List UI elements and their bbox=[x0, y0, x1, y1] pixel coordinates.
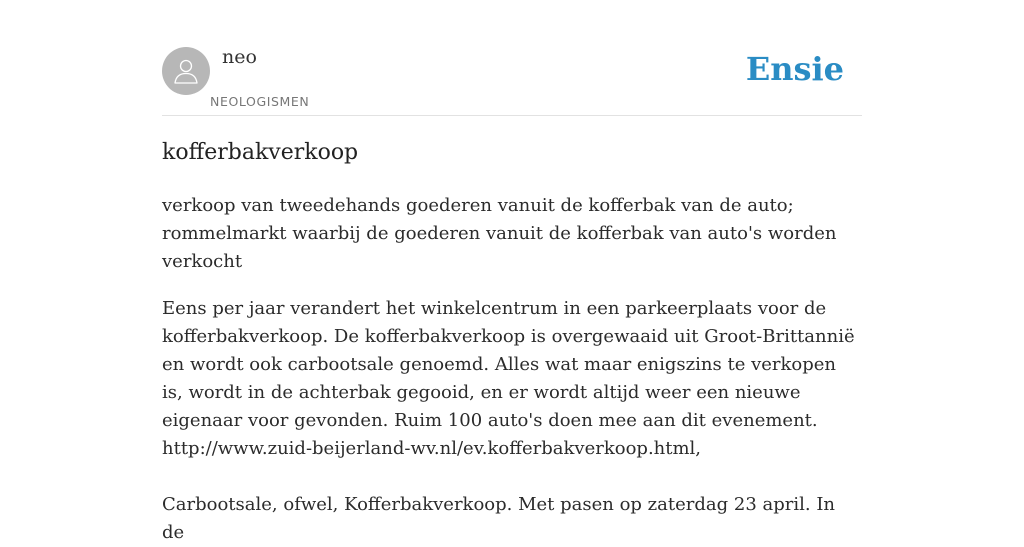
entry-page bbox=[162, 0, 862, 543]
ensie-logo[interactable]: Ensie bbox=[745, 50, 844, 88]
entry-definition: verkoop van tweedehands goederen vanuit de kofferbak van de auto; rommelmarkt waarbij de goederen vanuit de kofferbak van auto's worden verkocht bbox=[162, 195, 837, 272]
category-label[interactable]: NEOLOGISMEN bbox=[210, 94, 310, 109]
entry-example: Eens per jaar verandert het winkelcentrum in een parkeerplaats voor de kofferbakverkoop. De kofferbakverkoop is overgewaaid uit Groot-Brittannië en wordt ook carbootsale genoemd. Alles wat maar enigszins te verkopen is, wordt in de achterbak gegooid, en er wordt altijd weer een nieuwe eigenaar voor gevonden. Ruim 100 auto's doen mee aan dit evenement. http://www.zuid-beijerland-wv.nl/ev.kofferbakverkoop.html, Carbootsale, ofwel, Kofferbakverkoop. Met pasen op zaterdag 23 april. In de bbox=[162, 298, 855, 543]
user-icon bbox=[171, 56, 201, 86]
entry-header bbox=[162, 0, 862, 116]
entry-title: kofferbakverkoop bbox=[162, 140, 359, 165]
author-name[interactable]: neo bbox=[222, 46, 257, 68]
author-avatar[interactable] bbox=[162, 47, 210, 95]
